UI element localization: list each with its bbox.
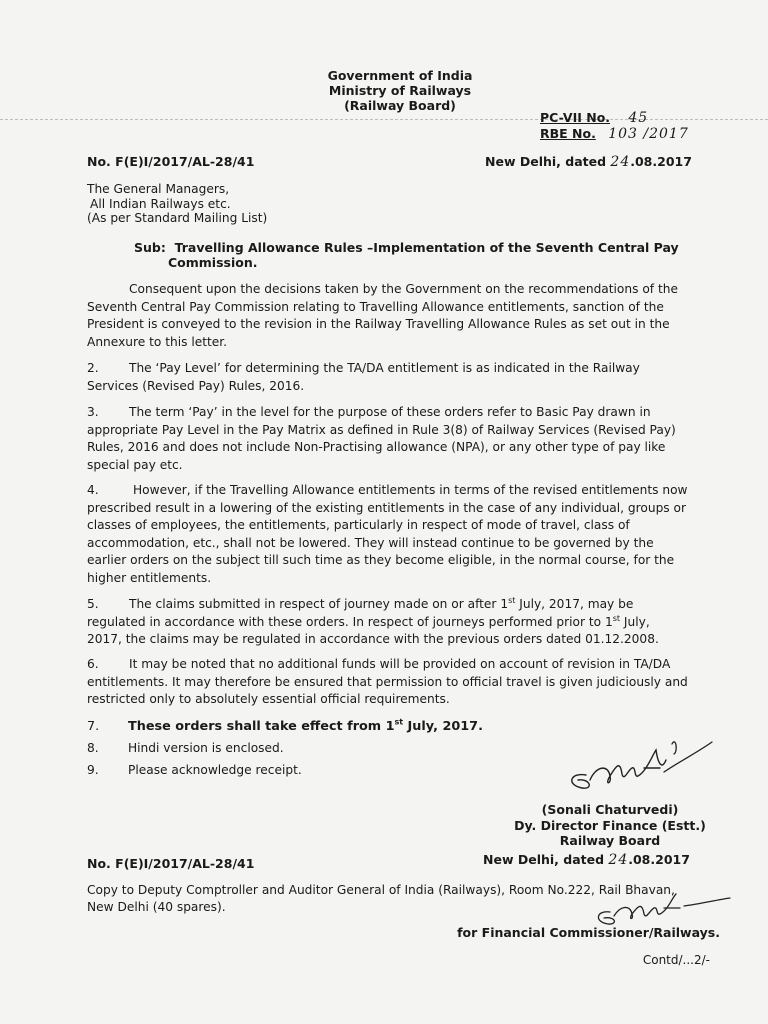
paragraph-number: 7. [87, 719, 100, 734]
subject-label: Sub: [134, 240, 166, 255]
paragraph-line: The claims submitted in respect of journey made on or after 1 [129, 597, 509, 611]
paragraph-number: 5. [87, 597, 99, 611]
paragraph-line: Annexure to this letter. [87, 334, 228, 349]
paragraph-line: Rules, 2016 and does not include Non-Practising allowance (NPA), or any other type of pay like [87, 440, 666, 454]
paragraph-line: higher entitlements. [87, 570, 212, 585]
handwritten-signature [560, 730, 720, 800]
paragraph-line: Please acknowledge receipt. [128, 763, 302, 777]
paragraph-line: President is conveyed to the revision in the Railway Travelling Allowance Rules as set out in the [87, 317, 670, 331]
rbe-ref [540, 126, 689, 142]
superscript: st [612, 613, 621, 623]
paragraph-line: restricted only to absolutely essential official requirements. [87, 692, 450, 706]
paragraph-number: 2. [87, 361, 99, 375]
paragraph-line: entitlements. It may therefore be ensured that permission to official travel is given judiciously and [87, 674, 688, 689]
paragraph-7 [87, 719, 483, 734]
for-financial-commissioner: for Financial Commissioner/Railways. [457, 925, 720, 940]
copy-to-line: New Delhi (40 spares). [87, 900, 226, 914]
signatory-designation: Dy. Director Finance (Estt.) [514, 817, 706, 833]
superscript: st [508, 595, 516, 605]
date-day: 24 [610, 154, 631, 170]
paragraph-4 [87, 482, 711, 587]
addressee-line: (As per Standard Mailing List) [87, 211, 268, 225]
paragraph-line: 2017, the claims may be regulated in accordance with the previous orders dated 01.12.2008. [87, 632, 659, 646]
paragraph-line: However, if the Travelling Allowance entitlements in terms of the revised entitlements now [133, 483, 688, 497]
paragraph-line: It may be noted that no additional funds will be provided on account of revision in TA/DA [129, 657, 671, 671]
rbe-number: 103 /2017 [608, 126, 689, 142]
handwritten-signature [588, 884, 738, 930]
subject-text-cont: Commission. [168, 255, 258, 270]
header-board: (Railway Board) [344, 98, 456, 113]
signatory-office: Railway Board [559, 833, 661, 848]
rbe-label: RBE No. [540, 126, 596, 141]
paragraph-line: July, 2017, may be [515, 597, 634, 611]
paragraph-line: The term ‘Pay’ in the level for the purpose of these orders refer to Basic Pay drawn in [129, 405, 651, 419]
paragraph-line: The ‘Pay Level’ for determining the TA/DA entitlement is as indicated in the Railway [129, 361, 640, 375]
paragraph-8 [87, 741, 284, 755]
date-prefix: New Delhi, dated [485, 154, 607, 169]
header-ministry: Ministry of Railways [328, 83, 472, 98]
header-government: Government of India [327, 68, 473, 83]
paragraph-number: 4. [87, 483, 99, 497]
addressee-line: The General Managers, [87, 182, 230, 196]
paragraph-line: prescribed result in a lowering of the existing entitlements in the case of any individual, groups or [87, 500, 686, 515]
pc-vii-ref [540, 110, 648, 126]
date-suffix: .08.2017 [628, 852, 690, 867]
paragraph-9 [87, 763, 302, 777]
paragraph-line: earlier orders on the subject till such time as they become eligible, in the normal course, for the [87, 553, 675, 567]
paragraph-number: 9. [87, 763, 99, 777]
paragraph-line: special pay etc. [87, 457, 183, 472]
subject-block [134, 240, 734, 270]
pc-vii-label: PC-VII No. [540, 110, 611, 125]
intro-paragraph [87, 281, 711, 351]
paragraph-line: Hindi version is enclosed. [128, 741, 284, 755]
paragraph-3 [87, 404, 711, 474]
paragraph-line: These orders shall take effect from 1 [128, 719, 395, 734]
file-number: No. F(E)I/2017/AL-28/41 [87, 154, 255, 169]
paragraph-line: July, 2017. [403, 719, 483, 734]
paragraph-line: accommodation, etc., shall not be lowered. They will instead continue to be governed by the [87, 535, 654, 550]
superscript: st [394, 717, 404, 727]
paragraph-line: appropriate Pay Level in the Pay Matrix as defined in Rule 3(8) of Railway Services (Revised Pay) [87, 422, 676, 437]
paragraph-line: Services (Revised Pay) Rules, 2016. [87, 378, 305, 393]
date-suffix: .08.2017 [630, 154, 692, 169]
paragraph-number: 6. [87, 657, 99, 671]
subject-text: Travelling Allowance Rules –Implementation of the Seventh Central Pay [174, 240, 679, 255]
paragraph-line: Consequent upon the decisions taken by the Government on the recommendations of the [129, 282, 678, 296]
paragraph-line: classes of employees, the entitlements, particularly in respect of mode of travel, class of [87, 518, 630, 532]
pc-vii-number: 45 [628, 110, 649, 126]
paragraph-number: 3. [87, 405, 99, 419]
addressee-block [87, 182, 267, 226]
addressee-line: All Indian Railways etc. [90, 196, 231, 211]
paragraph-line: July, [620, 614, 650, 629]
signatory-name: (Sonali Chaturvedi) [541, 802, 679, 817]
paragraph-6 [87, 656, 711, 709]
paragraph-number: 8. [87, 741, 99, 755]
date-day: 24 [608, 852, 629, 868]
signatory-block [500, 802, 720, 849]
paragraph-5 [87, 596, 711, 649]
dashed-rule [0, 119, 768, 120]
paragraph-line: Seventh Central Pay Commission relating to Travelling Allowance entitlements, sanction of the [87, 299, 664, 314]
copy-to-line: Copy to Deputy Comptroller and Auditor General of India (Railways), Room No.222, Rail Bhavan, [87, 883, 675, 897]
paragraph-2 [87, 360, 711, 395]
contd-marker: Contd/...2/- [642, 953, 710, 967]
paragraph-line: regulated in accordance with these orders. In respect of journeys performed prior to 1 [87, 614, 613, 629]
letter-date [485, 154, 692, 170]
copy-date [483, 852, 690, 868]
date-prefix: New Delhi, dated [483, 852, 605, 867]
copy-file-number: No. F(E)I/2017/AL-28/41 [87, 856, 255, 871]
